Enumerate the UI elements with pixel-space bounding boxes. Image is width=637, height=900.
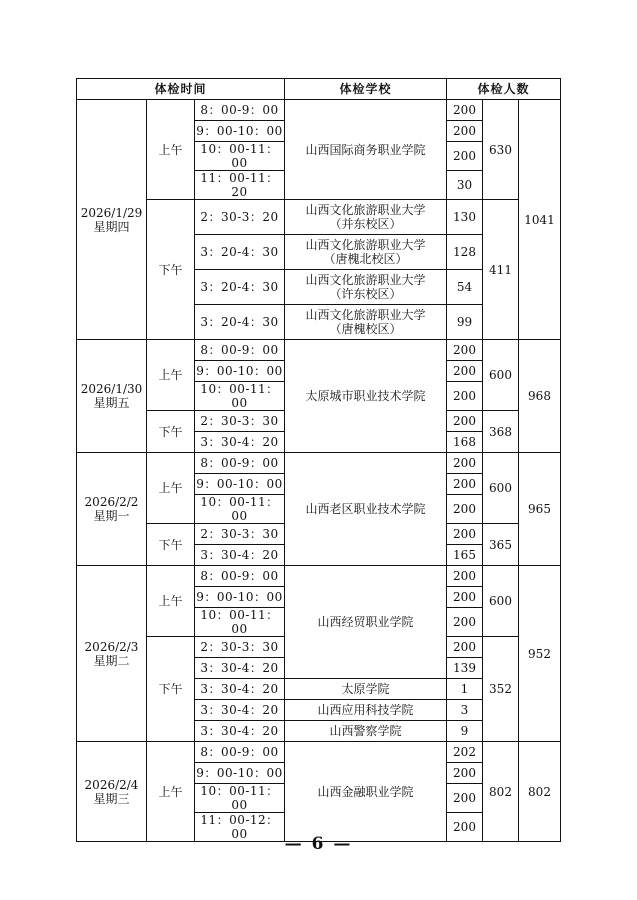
time-slot-cell: 10：00-11：00	[195, 608, 285, 637]
time-slot-cell: 8：00-9：00	[195, 100, 285, 121]
date-value: 2026/2/3	[84, 639, 139, 654]
count-cell: 54	[447, 270, 483, 305]
header-exam-time: 体检时间	[77, 79, 285, 100]
time-slot-cell: 2：30-3：20	[195, 200, 285, 235]
period-cell: 下午	[147, 200, 195, 340]
campus-name: （唐槐校区）	[329, 322, 402, 336]
weekday-value: 星期二	[93, 653, 130, 668]
count-cell: 30	[447, 171, 483, 200]
count-cell: 99	[447, 305, 483, 340]
count-cell: 200	[447, 495, 483, 524]
day-total-cell: 802	[519, 742, 561, 842]
count-cell: 200	[447, 474, 483, 495]
period-total-cell: 368	[483, 411, 519, 453]
time-slot-cell: 2：30-3：30	[195, 411, 285, 432]
day-total-cell: 952	[519, 566, 561, 742]
count-cell: 139	[447, 658, 483, 679]
period-cell: 下午	[147, 524, 195, 566]
time-slot-cell: 3：30-4：20	[195, 721, 285, 742]
count-cell: 130	[447, 200, 483, 235]
time-slot-cell: 9：00-10：00	[195, 474, 285, 495]
medical-exam-schedule-table	[76, 78, 561, 842]
time-slot-cell: 9：00-10：00	[195, 121, 285, 142]
time-slot-cell: 2：30-3：30	[195, 524, 285, 545]
time-slot-cell: 3：30-4：20	[195, 679, 285, 700]
date-value: 2026/2/2	[84, 495, 139, 509]
date-cell	[77, 742, 147, 842]
date-cell	[77, 453, 147, 566]
time-slot-cell: 3：30-4：20	[195, 432, 285, 453]
day-total-cell: 1041	[519, 100, 561, 340]
date-value: 2026/2/4	[84, 777, 139, 792]
period-cell: 上午	[147, 566, 195, 637]
table-row	[77, 200, 561, 235]
time-slot-cell: 8：00-9：00	[195, 453, 285, 474]
time-slot-cell: 3：20-4：30	[195, 270, 285, 305]
count-cell: 200	[447, 361, 483, 382]
school-cell: 山西金融职业学院	[285, 742, 447, 842]
count-cell: 200	[447, 566, 483, 587]
campus-name: （唐槐北校区）	[323, 252, 408, 266]
time-slot-cell: 3：20-4：30	[195, 305, 285, 340]
school-cell: 山西老区职业技术学院	[285, 453, 447, 566]
date-value: 2026/1/30	[80, 382, 143, 396]
time-slot-cell: 10：00-11：00	[195, 382, 285, 411]
period-total-cell: 630	[483, 100, 519, 200]
school-cell: 山西警察学院	[285, 721, 447, 742]
table-row	[77, 453, 561, 474]
time-slot-cell: 2：30-3：30	[195, 637, 285, 658]
date-cell	[77, 100, 147, 340]
school-cell	[285, 305, 447, 340]
count-cell: 200	[447, 100, 483, 121]
time-slot-cell: 8：00-9：00	[195, 566, 285, 587]
count-cell: 200	[447, 142, 483, 171]
weekday-value: 星期一	[93, 509, 130, 523]
time-slot-cell: 11：00-12：00	[195, 813, 285, 842]
table-row	[77, 100, 561, 121]
time-slot-cell: 3：30-4：20	[195, 658, 285, 679]
period-cell: 上午	[147, 100, 195, 200]
school-name: 山西文化旅游职业大学	[305, 238, 426, 252]
count-cell: 200	[447, 587, 483, 608]
count-cell: 200	[447, 608, 483, 637]
table-header-row	[77, 79, 561, 100]
school-cell: 山西经贸职业学院	[285, 566, 447, 679]
weekday-value: 星期三	[93, 791, 130, 806]
count-cell: 200	[447, 411, 483, 432]
period-total-cell: 352	[483, 637, 519, 742]
count-cell: 9	[447, 721, 483, 742]
date-cell	[77, 566, 147, 742]
count-cell: 200	[447, 637, 483, 658]
count-cell: 200	[447, 121, 483, 142]
time-slot-cell: 9：00-10：00	[195, 587, 285, 608]
time-slot-cell: 8：00-9：00	[195, 340, 285, 361]
time-slot-cell: 8：00-9：00	[195, 742, 285, 763]
day-total-cell: 965	[519, 453, 561, 566]
table-row	[77, 340, 561, 361]
header-exam-school: 体检学校	[285, 79, 447, 100]
school-name: 山西文化旅游职业大学	[305, 273, 426, 287]
period-total-cell: 600	[483, 340, 519, 411]
count-cell: 200	[447, 813, 483, 842]
time-slot-cell: 3：20-4：30	[195, 235, 285, 270]
time-slot-cell: 10：00-11：00	[195, 784, 285, 813]
school-cell: 山西国际商务职业学院	[285, 100, 447, 200]
count-cell: 200	[447, 453, 483, 474]
period-total-cell: 600	[483, 453, 519, 524]
table-row	[77, 566, 561, 587]
period-total-cell: 802	[483, 742, 519, 842]
school-cell	[285, 270, 447, 305]
period-cell: 上午	[147, 340, 195, 411]
period-cell: 下午	[147, 411, 195, 453]
count-cell: 200	[447, 340, 483, 361]
school-cell	[285, 200, 447, 235]
time-slot-cell: 9：00-10：00	[195, 763, 285, 784]
school-name: 山西文化旅游职业大学	[305, 203, 426, 217]
count-cell: 202	[447, 742, 483, 763]
count-cell: 200	[447, 524, 483, 545]
period-cell: 上午	[147, 742, 195, 842]
count-cell: 200	[447, 763, 483, 784]
period-total-cell: 411	[483, 200, 519, 340]
time-slot-cell: 11：00-11：20	[195, 171, 285, 200]
campus-name: （并东校区）	[329, 217, 402, 231]
period-cell: 上午	[147, 453, 195, 524]
school-cell	[285, 235, 447, 270]
period-total-cell: 600	[483, 566, 519, 637]
school-cell: 太原城市职业技术学院	[285, 340, 447, 453]
count-cell: 3	[447, 700, 483, 721]
weekday-value: 星期五	[93, 396, 130, 410]
day-total-cell: 968	[519, 340, 561, 453]
header-exam-count: 体检人数	[447, 79, 561, 100]
date-cell	[77, 340, 147, 453]
period-cell: 下午	[147, 637, 195, 742]
count-cell: 165	[447, 545, 483, 566]
time-slot-cell: 10：00-11：00	[195, 142, 285, 171]
count-cell: 200	[447, 382, 483, 411]
period-total-cell: 365	[483, 524, 519, 566]
count-cell: 200	[447, 784, 483, 813]
school-cell: 山西应用科技学院	[285, 700, 447, 721]
count-cell: 128	[447, 235, 483, 270]
time-slot-cell: 3：30-4：20	[195, 545, 285, 566]
weekday-value: 星期四	[93, 219, 130, 234]
count-cell: 168	[447, 432, 483, 453]
time-slot-cell: 9：00-10：00	[195, 361, 285, 382]
date-value: 2026/1/29	[80, 205, 143, 220]
school-cell: 太原学院	[285, 679, 447, 700]
school-name: 山西文化旅游职业大学	[305, 308, 426, 322]
campus-name: （许东校区）	[329, 287, 402, 301]
count-cell: 1	[447, 679, 483, 700]
time-slot-cell: 3：30-4：20	[195, 700, 285, 721]
time-slot-cell: 10：00-11：00	[195, 495, 285, 524]
page-number: — 6 —	[284, 834, 353, 854]
table-row	[77, 742, 561, 763]
